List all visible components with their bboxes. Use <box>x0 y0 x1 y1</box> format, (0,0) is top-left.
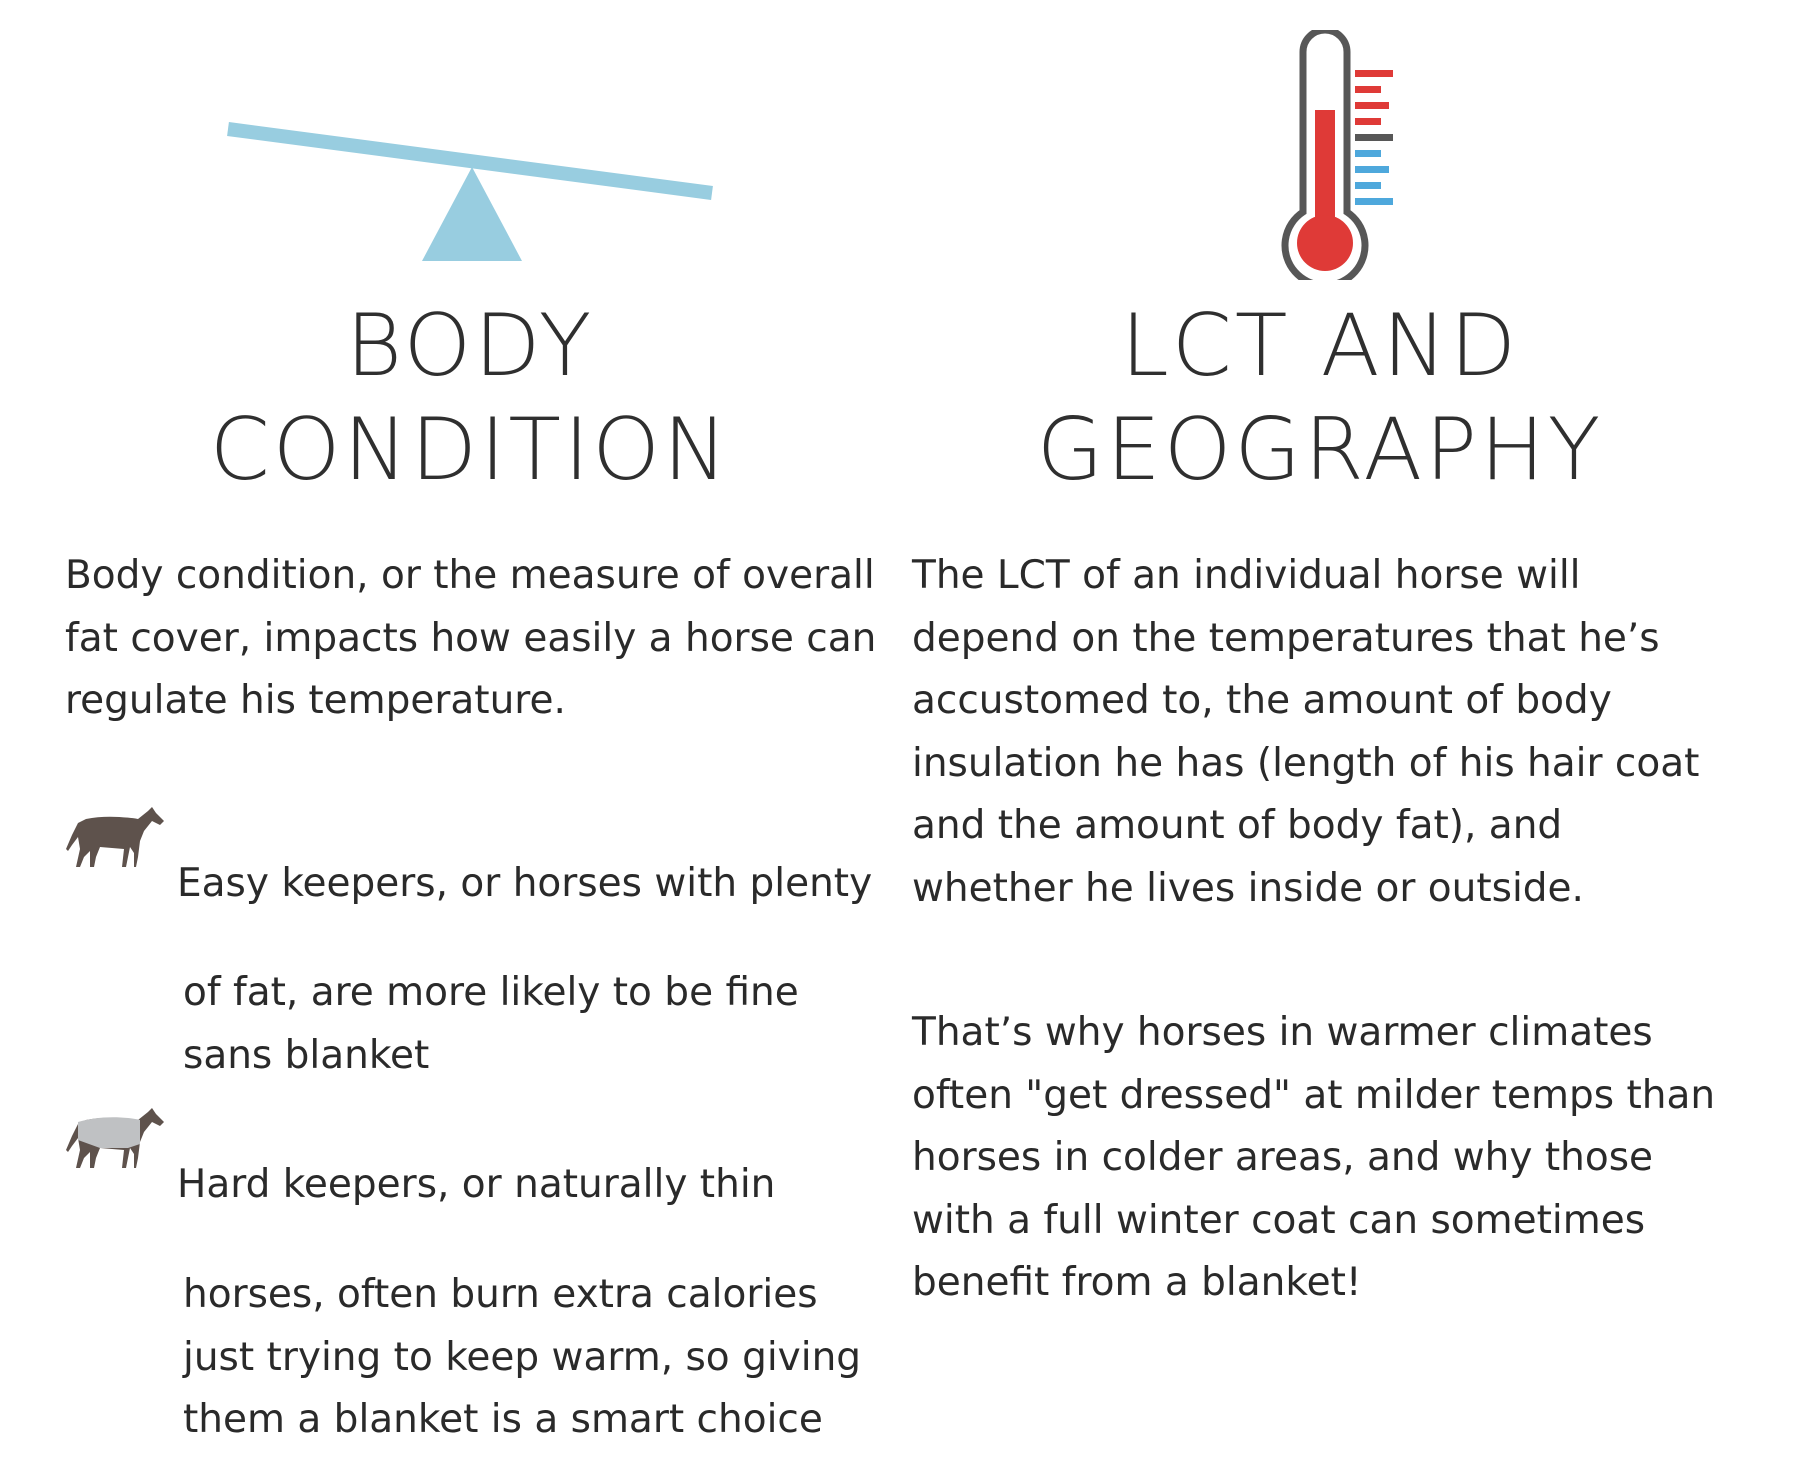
easy-keepers-rest: of fat, are more likely to be fine sans blanket <box>183 970 799 1078</box>
seesaw-scale-icon <box>220 115 720 270</box>
lct-geography-heading: LCT AND GEOGRAPHY <box>1036 296 1604 500</box>
easy-keepers-first-line: Easy keepers, or horses with plenty <box>177 861 873 906</box>
body-condition-intro: Body condition, or the measure of overall fat cover, impacts how easily a horse can regulate his temperature. <box>65 553 877 723</box>
body-condition-heading: BODY CONDITION <box>209 296 731 500</box>
lct-paragraph: The LCT of an individual horse will depend on the temperatures that he’s accustomed to, the amount of body insulation he has (length of his hair coat and the amount of body fat), and whether he lives inside or outside. <box>912 553 1700 911</box>
blanketed-horse-icon <box>64 1106 166 1178</box>
horse-icon <box>64 805 166 877</box>
climate-paragraph: That’s why horses in warmer climates often "get dressed" at milder temps than horses in colder areas, and why those with a full winter coat can sometimes benefit from a blanket! <box>912 1010 1716 1305</box>
hard-keepers-rest: horses, often burn extra calories just trying to keep warm, so giving them a blanket is a smart choice <box>183 1272 862 1442</box>
thermometer-icon <box>1265 30 1395 280</box>
hard-keepers-first-line: Hard keepers, or naturally thin <box>177 1162 776 1207</box>
